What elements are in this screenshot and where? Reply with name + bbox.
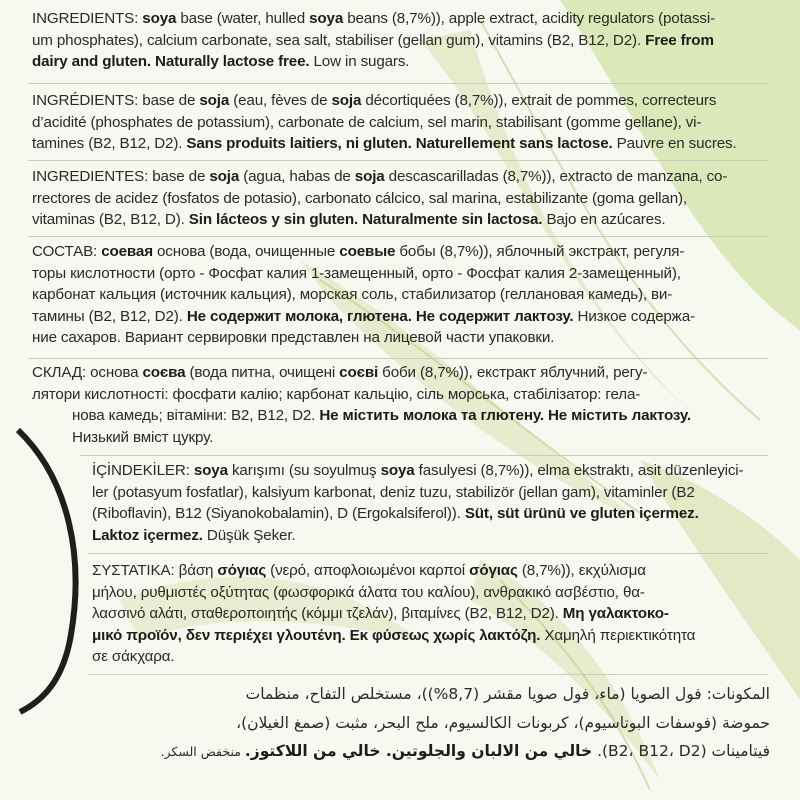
ingredients-ar-line: حموضة (فوسفات البوتاسيوم)، كربونات الكالسيوم، ملح البحر، مثبت (صمغ الغيلان)، <box>236 713 770 732</box>
ingredients-tr: İÇİNDEKİLER: soya karışımı (su soyulmuş soya fasulyesi (8,7%)), elma ekstraktı, asit düzenleyici- ler (potasyum fosfatlar), kalsiyum karbonat, deniz tuzu, stabilizör (jellan gam), vitaminler (B2 (Riboflavin), B12 (Siyanokobalamin), D (Ergokalsiferol)). Süt, süt ürünü ve gluten içermez. Laktoz içermez. Düşük Şeker. <box>92 462 744 544</box>
separator <box>28 358 768 359</box>
separator <box>28 236 768 237</box>
ingredients-en: INGREDIENTS: soya base (water, hulled soya beans (8,7%)), apple extract, acidity regulators (potassi- um phosphates), calcium carbonate, sea salt, stabiliser (gellan gum), vitamins (B2, B12, D2). Free from dairy and gluten. Naturally lactose free. Low in sugars. <box>32 10 715 71</box>
separator <box>88 674 768 675</box>
ingredients-ar-line: المكونات: فول الصويا (ماء، فول صويا مقشر (8,7%))، مستخلص التفاح، منظمات <box>245 685 770 703</box>
ingredients-es: INGREDIENTES: base de soja (agua, habas de soja descascarilladas (8,7%)), extracto de manzana, co- rrectores de acidez (fosfatos de potasio), carbonato cálcico, sal marina, estabilizante (goma gellan), vitaminas (B2, B12, D). Sin lácteos y sin gluten. Naturalmente sin lactosa. Bajo en azúcares. <box>32 168 728 229</box>
ingredients-ru: СОСТАВ: соевая основа (вода, очищенные соевые бобы (8,7%)), яблочный экстракт, регуля- торы кислотности (орто - Фосфат калия 1-замещенный, орто - Фосфат калия 2-замещенный), карбонат кальция (источник кальция), морская соль, стабилизатор (геллановая камедь), ви- тамины (B2, B12, D2). Не содержит молока, глютена. Не содержит лактозу. Низкое содержа- ние сахаров. Вариант сервировки представлен на лицевой части упаковки. <box>32 243 695 347</box>
separator <box>28 160 768 161</box>
ingredients-ar-line: فيتامينات (B2، B12، D2). خالي من الالبان والجلوتين. خالي من اللاكتوز. منخفض السكر. <box>160 742 770 760</box>
separator <box>88 553 768 554</box>
ingredients-uk: СКЛАД: основа соєва (вода питна, очищені соєві боби (8,7%)), екстракт яблучний, регу- лятори кислотності: фосфати калію; карбонат кальцію, сіль морська, стабілізатор: гела- нова камедь; вітаміни: B2, B12, D2. Не містить молока та глютену. Не містить лактозу. Низький вміст цукру. <box>32 364 691 446</box>
separator <box>80 455 768 456</box>
ingredients-ar <box>30 680 770 767</box>
separator <box>28 83 768 84</box>
ingredients-fr: INGRÉDIENTS: base de soja (eau, fèves de soja décortiquées (8,7%)), extrait de pommes, correcteurs d’acidité (phosphates de potassium), carbonate de calcium, sel marin, stabilisant (gomme gellane), vi- tamines (B2, B12, D2). Sans produits laitiers, ni gluten. Naturellement sans lactose. Pauvre en sucres. <box>32 92 737 153</box>
ingredients-el: ΣΥΣΤΑΤΙΚΑ: βάση σόγιας (νερό, αποφλοιωμένοι καρποί σόγιας (8,7%)), εκχύλισμα μήλου, ρυθμιστές οξύτητας (φωσφορικά άλατα του καλίου), ανθρακικό ασβέστιο, θα- λασσινό αλάτι, σταθεροποιητής (κόμμι τζελάν), βιταμίνες (B2, B12, D2). Μη γαλακτοκο- μικό προϊόν, δεν περιέχει γλουτένη. Εκ φύσεως χωρίς λακτόζη. Χαμηλή περιεκτικότητα σε σάκχαρα. <box>92 562 696 666</box>
